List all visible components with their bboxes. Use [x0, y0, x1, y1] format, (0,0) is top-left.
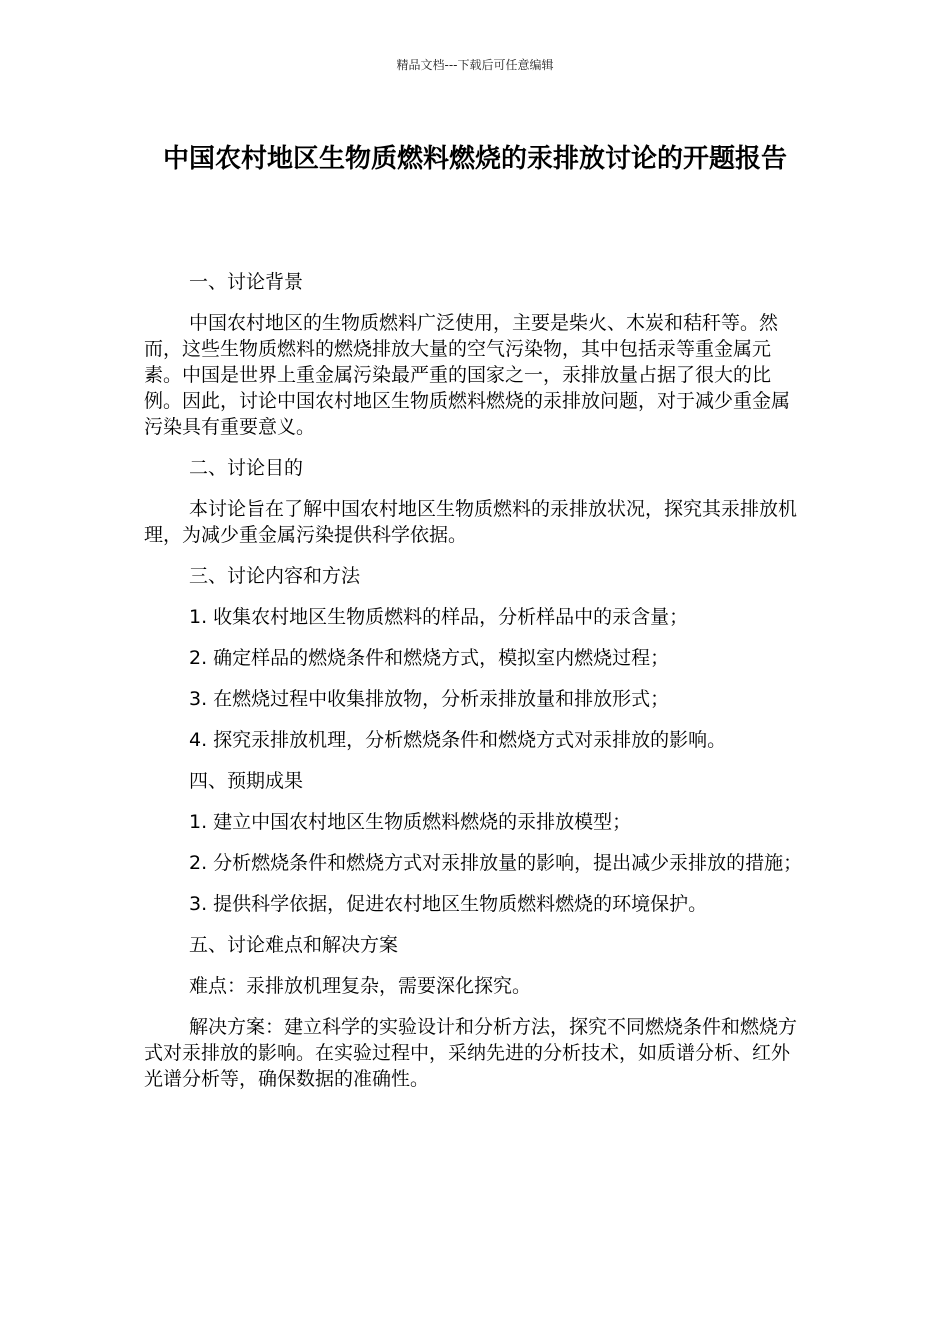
document-title: 中国农村地区生物质燃料燃烧的汞排放讨论的开题报告 — [162, 144, 787, 174]
document-body — [144, 269, 806, 1107]
list-item: 3. 提供科学依据，促进农村地区生物质燃料燃烧的环境保护。 — [189, 893, 708, 915]
paragraph: 解决方案：建立科学的实验设计和分析方法，探究不同燃烧条件和燃烧方式对汞排放的影响。在实验过程中，采纳先进的分析技术，如质谱分析、红外光谱分析等，确保数据的准确性。 — [144, 1016, 798, 1090]
list-item: 4. 探究汞排放机理，分析燃烧条件和燃烧方式对汞排放的影响。 — [189, 729, 727, 751]
section-heading: 四、预期成果 — [189, 770, 304, 792]
list-item: 1. 建立中国农村地区生物质燃料燃烧的汞排放模型； — [189, 811, 632, 833]
section-heading: 二、讨论目的 — [189, 457, 304, 479]
header-note: 精品文档---下载后可任意编辑 — [396, 58, 554, 72]
section-heading: 三、讨论内容和方法 — [189, 565, 361, 587]
list-item: 2. 确定样品的燃烧条件和燃烧方式，模拟室内燃烧过程； — [189, 647, 670, 669]
paragraph: 难点：汞排放机理复杂，需要深化探究。 — [189, 975, 532, 997]
list-item: 2. 分析燃烧条件和燃烧方式对汞排放量的影响，提出减少汞排放的措施； — [189, 852, 803, 874]
section-heading: 五、讨论难点和解决方案 — [189, 934, 399, 956]
list-item: 3. 在燃烧过程中收集排放物，分析汞排放量和排放形式； — [189, 688, 670, 710]
section-heading: 一、讨论背景 — [189, 271, 304, 293]
paragraph: 本讨论旨在了解中国农村地区生物质燃料的汞排放状况，探究其汞排放机理，为减少重金属污染提供科学依据。 — [144, 498, 798, 546]
paragraph: 中国农村地区的生物质燃料广泛使用，主要是柴火、木炭和秸秆等。然而，这些生物质燃料的燃烧排放大量的空气污染物，其中包括汞等重金属元素。中国是世界上重金属污染最严重的国家之一，汞排放量占据了很大的比例。因此，讨论中国农村地区生物质燃料燃烧的汞排放问题，对于减少重金属污染具有重要意义。 — [144, 312, 791, 438]
list-item: 1. 收集农村地区生物质燃料的样品，分析样品中的汞含量； — [189, 606, 689, 628]
